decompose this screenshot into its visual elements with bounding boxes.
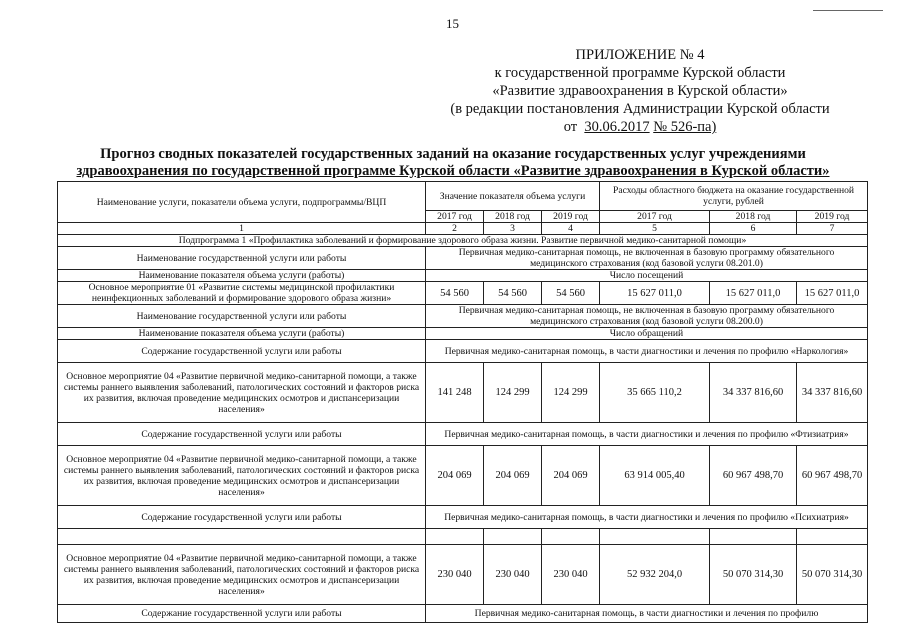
value-cell: 124 299	[484, 363, 542, 423]
table-row	[58, 328, 868, 340]
value-cell: 34 337 816,60	[710, 363, 797, 423]
value-cell: 230 040	[542, 545, 600, 605]
value-cell: 54 560	[542, 282, 600, 305]
content-label: Содержание государственной услуги или работы	[58, 423, 426, 446]
table-row	[58, 446, 868, 506]
year-cell: 2019 год	[797, 211, 868, 223]
page-number: 15	[446, 16, 459, 31]
appendix-line-2: к государственной программе Курской области	[494, 65, 786, 81]
content-value: Первичная медико-санитарная помощь, в части диагностики и лечения по профилю «Наркология»	[426, 340, 868, 363]
value-cell: 204 069	[426, 446, 484, 506]
table-row	[58, 605, 868, 623]
forecast-table	[57, 181, 868, 623]
value-cell: 15 627 011,0	[710, 282, 797, 305]
value-cell: 52 932 204,0	[600, 545, 710, 605]
table-row	[58, 506, 868, 529]
activity-name: Основное мероприятие 01 «Развитие системы медицинской профилактики неинфекционных заболеваний и формирование здорового образа жизни»	[58, 282, 426, 305]
header-volume: Значение показателя объема услуги	[426, 182, 600, 211]
indicator-value: Число обращений	[426, 328, 868, 340]
spacer-cell	[484, 529, 542, 545]
spacer-cell	[600, 529, 710, 545]
table-row	[58, 282, 868, 305]
value-cell: 54 560	[426, 282, 484, 305]
table-row	[58, 423, 868, 446]
value-cell: 35 665 110,2	[600, 363, 710, 423]
value-cell: 50 070 314,30	[797, 545, 868, 605]
content-label: Содержание государственной услуги или работы	[58, 605, 426, 623]
service-name-label: Наименование государственной услуги или работы	[58, 247, 426, 270]
index-cell: 5	[600, 223, 710, 235]
value-cell: 50 070 314,30	[710, 545, 797, 605]
activity-name: Основное мероприятие 04 «Развитие первичной медико-санитарной помощи, а также системы раннего выявления заболеваний, патологических состояний и факторов риска их развития, включая проведение медицинских осмотров и диспансеризации населения»	[58, 446, 426, 506]
value-cell: 60 967 498,70	[797, 446, 868, 506]
table-row	[58, 305, 868, 328]
year-cell: 2018 год	[484, 211, 542, 223]
appendix-line-3: «Развитие здравоохранения в Курской области»	[492, 83, 788, 99]
document-title	[58, 146, 848, 180]
subprogram-row	[58, 235, 868, 247]
appendix-resolution-number: № 526-па)	[653, 119, 717, 135]
table-row	[58, 340, 868, 363]
header-service-name: Наименование услуги, показатели объема услуги, подпрограммы/ВЦП	[58, 182, 426, 223]
spacer-cell	[426, 529, 484, 545]
table-row	[58, 247, 868, 270]
index-cell: 4	[542, 223, 600, 235]
value-cell: 141 248	[426, 363, 484, 423]
activity-name: Основное мероприятие 04 «Развитие первичной медико-санитарной помощи, а также системы раннего выявления заболеваний, патологических состояний и факторов риска их развития, включая проведение медицинских осмотров и диспансеризации населения»	[58, 545, 426, 605]
document-title-line-1: Прогноз сводных показателей государственных заданий на оказание государственных услуг учреждениями	[100, 146, 806, 162]
indicator-value: Число посещений	[426, 270, 868, 282]
value-cell: 60 967 498,70	[710, 446, 797, 506]
table-row	[58, 363, 868, 423]
service-name-value: Первичная медико-санитарная помощь, не включенная в базовую программу обязательного медицинского страхования (код базовой услуги 08.201.0)	[426, 247, 868, 270]
value-cell: 204 069	[484, 446, 542, 506]
spacer-cell	[58, 529, 426, 545]
value-cell: 63 914 005,40	[600, 446, 710, 506]
year-cell: 2019 год	[542, 211, 600, 223]
content-label: Содержание государственной услуги или работы	[58, 506, 426, 529]
appendix-block	[400, 46, 880, 136]
spacer-cell	[710, 529, 797, 545]
value-cell: 124 299	[542, 363, 600, 423]
table-row	[58, 270, 868, 282]
index-cell: 3	[484, 223, 542, 235]
value-cell: 54 560	[484, 282, 542, 305]
service-name-label: Наименование государственной услуги или работы	[58, 305, 426, 328]
spacer-cell	[797, 529, 868, 545]
appendix-line-4: (в редакции постановления Администрации Курской области	[450, 101, 830, 117]
value-cell: 204 069	[542, 446, 600, 506]
value-cell: 230 040	[426, 545, 484, 605]
index-cell: 2	[426, 223, 484, 235]
table-row	[58, 545, 868, 605]
year-cell: 2017 год	[426, 211, 484, 223]
value-cell: 230 040	[484, 545, 542, 605]
subprogram-title: Подпрограмма 1 «Профилактика заболеваний и формирование здорового образа жизни. Развитие первичной медико-санитарной помощи»	[58, 235, 868, 247]
corner-rule	[813, 10, 883, 11]
appendix-date-prefix: от	[563, 119, 578, 135]
content-value: Первичная медико-санитарная помощь, в части диагностики и лечения по профилю «Психиатрия»	[426, 506, 868, 529]
appendix-date: 30.06.2017	[584, 119, 650, 135]
year-cell: 2017 год	[600, 211, 710, 223]
content-value: Первичная медико-санитарная помощь, в части диагностики и лечения по профилю	[426, 605, 868, 623]
index-cell: 7	[797, 223, 868, 235]
service-name-value: Первичная медико-санитарная помощь, не включенная в базовую программу обязательного медицинского страхования (код базовой услуги 08.200.0)	[426, 305, 868, 328]
activity-name: Основное мероприятие 04 «Развитие первичной медико-санитарной помощи, а также системы раннего выявления заболеваний, патологических состояний и факторов риска их развития, включая проведение медицинских осмотров и диспансеризации населения»	[58, 363, 426, 423]
content-label: Содержание государственной услуги или работы	[58, 340, 426, 363]
value-cell: 34 337 816,60	[797, 363, 868, 423]
value-cell: 15 627 011,0	[797, 282, 868, 305]
document-title-line-2: здравоохранения по государственной программе Курской области «Развитие здравоохранения в Курской области»	[76, 163, 830, 179]
indicator-label: Наименование показателя объема услуги (работы)	[58, 328, 426, 340]
appendix-title: ПРИЛОЖЕНИЕ № 4	[575, 47, 705, 63]
index-cell: 1	[58, 223, 426, 235]
content-value: Первичная медико-санитарная помощь, в части диагностики и лечения по профилю «Фтизиатрия»	[426, 423, 868, 446]
spacer-cell	[542, 529, 600, 545]
spacer-row	[58, 529, 868, 545]
column-index-row	[58, 223, 868, 235]
value-cell: 15 627 011,0	[600, 282, 710, 305]
appendix-line-5	[400, 118, 880, 136]
indicator-label: Наименование показателя объема услуги (работы)	[58, 270, 426, 282]
header-expense: Расходы областного бюджета на оказание государственной услуги, рублей	[600, 182, 868, 211]
header-row	[58, 182, 868, 211]
year-cell: 2018 год	[710, 211, 797, 223]
index-cell: 6	[710, 223, 797, 235]
